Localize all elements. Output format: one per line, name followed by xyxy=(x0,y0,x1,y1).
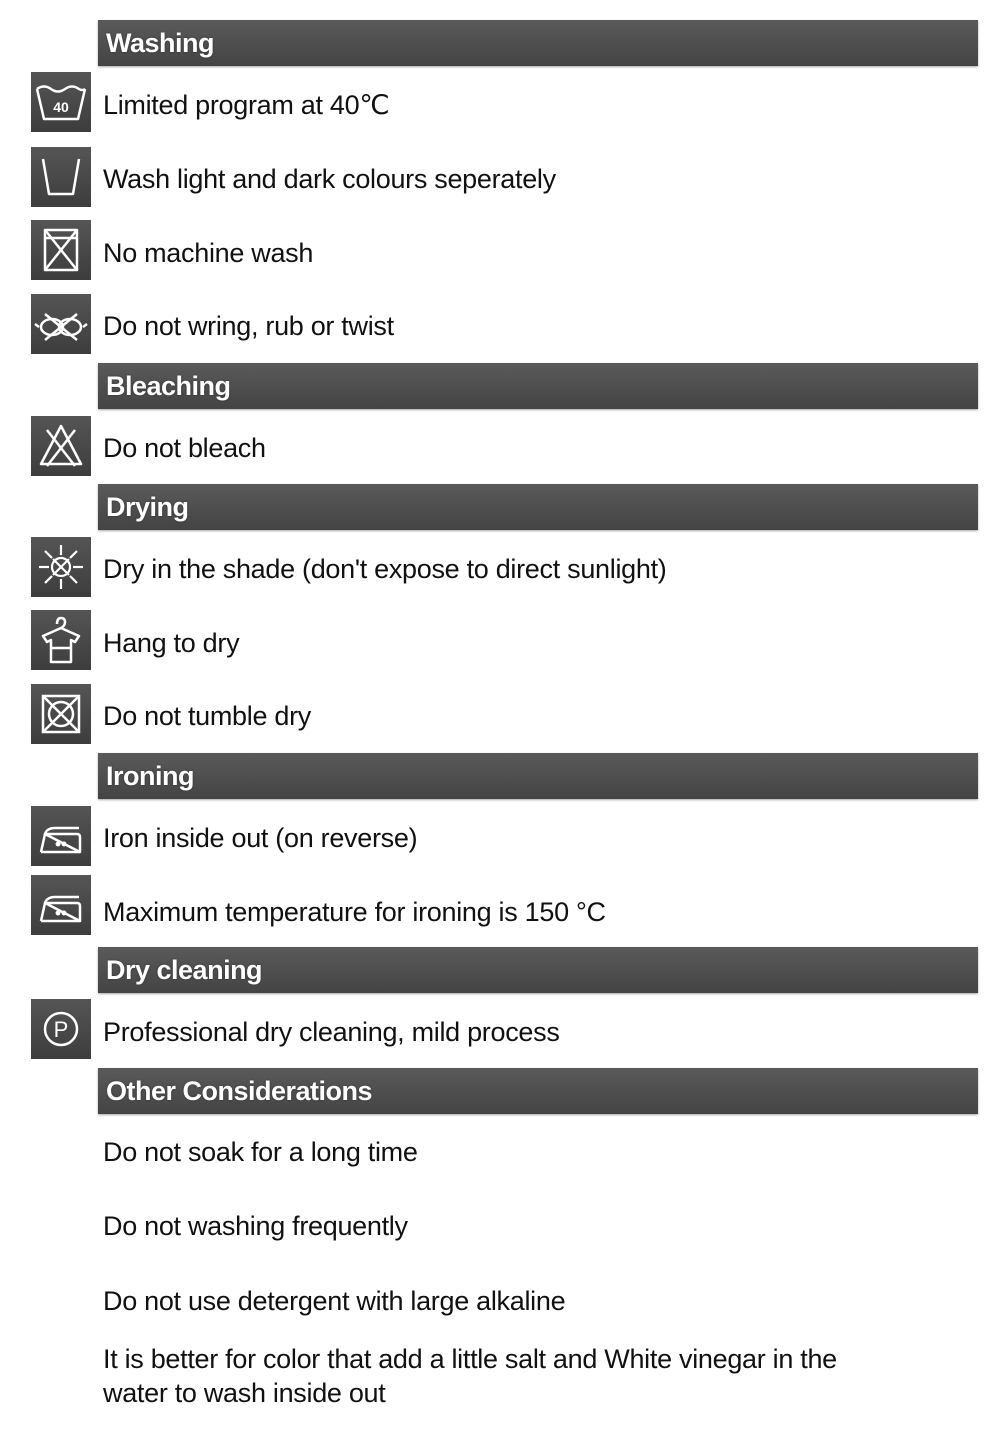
care-text-no-tumble-dry: Do not tumble dry xyxy=(103,701,311,731)
section-header-ironing: Ironing xyxy=(98,753,978,799)
no-wring-icon xyxy=(31,294,91,354)
professional-dry-clean-icon xyxy=(31,999,91,1059)
care-text-no-machine-wash: No machine wash xyxy=(103,238,314,268)
no-machine-wash-icon xyxy=(31,220,91,280)
svg-text:40: 40 xyxy=(53,99,69,115)
section-header-washing: Washing xyxy=(98,20,978,66)
section-header-other-considerations: Other Considerations xyxy=(98,1068,978,1114)
care-text-max-temperature: Maximum temperature for ironing is 150 °C xyxy=(103,897,606,927)
no-tumble-dry-icon xyxy=(31,684,91,744)
hang-dry-icon xyxy=(31,610,91,670)
care-text-hang-dry: Hang to dry xyxy=(103,628,240,658)
wash-tub-icon xyxy=(31,147,91,207)
dry-in-shade-icon xyxy=(31,537,91,597)
care-text-no-wring: Do not wring, rub or twist xyxy=(103,311,394,341)
svg-text:P: P xyxy=(53,1017,69,1042)
care-text-salt-vinegar-tip: It is better for color that add a little salt and White vinegar in the water to wash inside out xyxy=(103,1344,837,1408)
care-text-dry-in-shade: Dry in the shade (don't expose to direct sunlight) xyxy=(103,554,667,584)
care-text-no-alkaline-detergent: Do not use detergent with large alkaline xyxy=(103,1286,566,1316)
care-text-professional-dry-cleaning: Professional dry cleaning, mild process xyxy=(103,1017,560,1047)
section-header-bleaching: Bleaching xyxy=(98,363,978,409)
care-text-separate-colours: Wash light and dark colours seperately xyxy=(103,164,556,194)
no-bleach-icon xyxy=(31,416,91,476)
section-header-drying: Drying xyxy=(98,484,978,530)
care-text-no-soak: Do not soak for a long time xyxy=(103,1137,418,1167)
care-text-limited-program: Limited program at 40℃ xyxy=(103,90,390,120)
care-text-iron-inside-out: Iron inside out (on reverse) xyxy=(103,823,418,853)
care-text-no-bleach: Do not bleach xyxy=(103,433,266,463)
section-header-dry-cleaning: Dry cleaning xyxy=(98,947,978,993)
iron-medium-icon xyxy=(31,875,91,935)
wash-40-icon xyxy=(31,72,91,132)
care-text-no-frequent-wash: Do not washing frequently xyxy=(103,1211,408,1241)
iron-icon xyxy=(31,806,91,866)
